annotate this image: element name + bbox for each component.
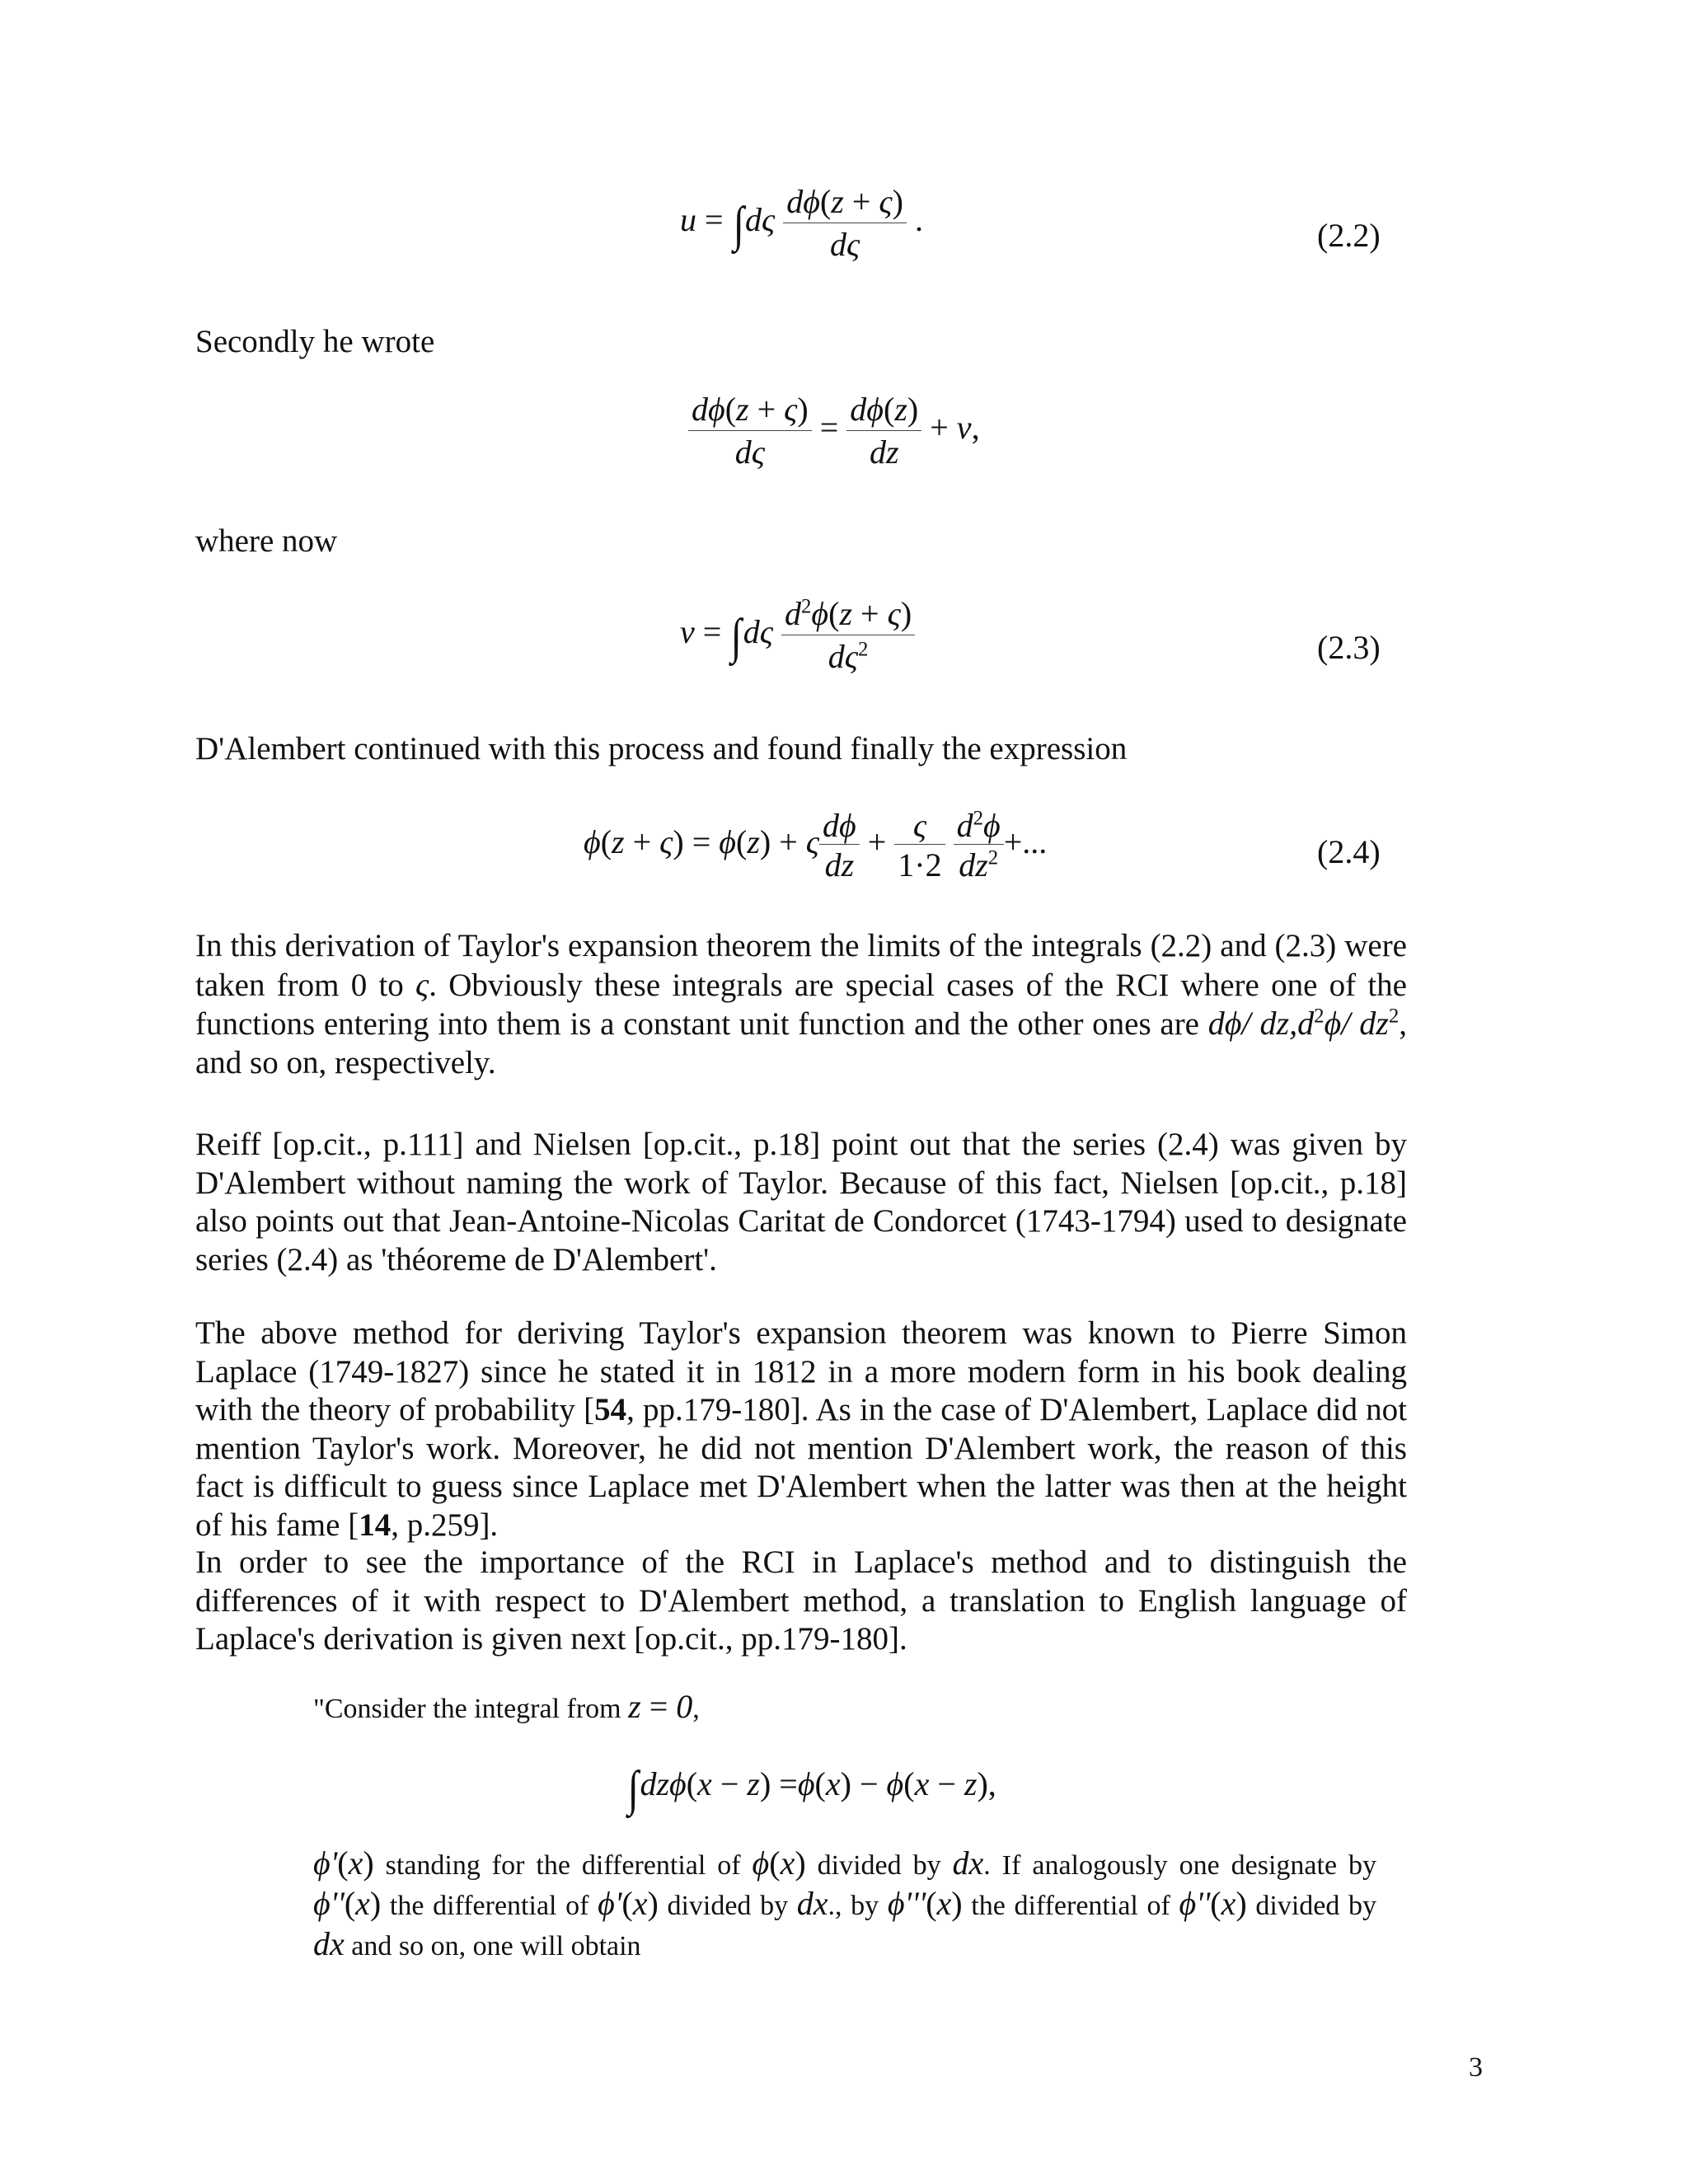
equation-2-4: ϕ(z + ς) = ϕ(z) + ς $\frac{d\phi}{dz}$ + $\frac{\varsigma}{1\cdot 2}$ $\frac{d^2\phi}{dz^2}$ +... (584, 807, 1048, 883)
citation-14: 14 (359, 1507, 392, 1543)
quote-intro: "Consider the integral from z = 0, (313, 1688, 700, 1725)
quote-text-6: ., by (828, 1891, 888, 1921)
text-dalembert-continued: D'Alembert continued with this process and found finally the expression (195, 731, 1128, 766)
paragraph-derivation-text-2: . Obviously these integrals are special cases of the RCI where one of the functions entering into them is a constant unit function and the other ones are (195, 967, 1407, 1042)
paragraph-derivation-text-3: , and so on, respectively. (195, 1006, 1407, 1080)
paragraph-derivation-text-1: In this derivation of Taylor's expansion theorem the limits of the integrals (2.2) and (2.3) were taken from 0 to (195, 928, 1407, 1003)
quote-text-8: divided by (1255, 1891, 1377, 1921)
equation-number-2-4: (2.4) (1317, 833, 1381, 870)
paragraph-laplace-text-2: , pp.179-180]. As in the case of D'Alembert, Laplace did not mention Taylor's work. Moreover, he did not mention D'Alembert work, the reason of this fact is difficult to guess since Laplace met D'Alembert when the latter was then at the height of his fame [ (195, 1392, 1407, 1543)
page-number: 3 (1469, 2052, 1483, 2083)
citation-54: 54 (594, 1392, 627, 1427)
equation-laplace-integral: ∫dzϕ(x − z) =ϕ(x) − ϕ(x − z), (627, 1761, 996, 1816)
quote-text-4: the differential of (381, 1891, 598, 1921)
equation-2-2: u = ∫dς $\frac{d\phi(z + \varsigma)}{d\varsigma}$ . (680, 183, 923, 263)
quote-text-7: the differential of (962, 1891, 1179, 1921)
quote-intro-text: "Consider the integral from (313, 1694, 629, 1724)
quote-text-2: divided by (805, 1850, 953, 1881)
paragraph-laplace (195, 1315, 1407, 1544)
equation-derivative-relation: $\frac{d\phi(z + \varsigma)}{d\varsigma}$ = $\frac{d\phi(z)}{dz}$ + v, (688, 393, 980, 469)
paragraph-laplace-text-1: The above method for deriving Taylor's expansion theorem was known to Pierre Simon Laplace (1749-1827) since he stated it in 1812 in a more modern form in his book dealing with the theory of probability [ (195, 1315, 1407, 1427)
paragraph-reiff-nielsen: Reiff [op.cit., p.111] and Nielsen [op.cit., p.18] point out that the series (2.4) was given by D'Alembert without naming the work of Taylor. Because of this fact, Nielsen [op.cit., p.18] also points out that Jean-Antoine-Nicolas Caritat de Condorcet (1743-1794) used to designate series (2.4) as 'théoreme de D'Alembert'. (195, 1127, 1407, 1277)
quote-text-9: and so on, one will obtain (344, 1931, 641, 1961)
paragraph-derivation: In this derivation of Taylor's expansion theorem the limits of the integrals (2.2) and (2.3) were taken from 0 to ς. Obviously these integrals are special cases of the RCI where one of the functions entering into them is a constant unit function and the other ones are dϕ/ $dz,d^2\phi/$ $dz^2$, and so on, respectively. (195, 928, 1407, 1080)
equation-2-3: v = ∫dς $\frac{d^2\phi(z + \varsigma)}{d\varsigma^2}$ (680, 598, 915, 673)
text-secondly: Secondly he wrote (195, 324, 435, 359)
quote-text-3: . If analogously one designate by (983, 1850, 1377, 1881)
quote-text-5: divided by (658, 1891, 797, 1921)
quote-body: ϕ'(x) standing for the differential of ϕ(x) divided by dx. If analogously one designate by ϕ''(x) the differential of ϕ'(x) divided by dx., by ϕ'''(x) the differential of ϕ''(x) divided by dx and so on, one will obtain (313, 1844, 1377, 1962)
equation-number-2-2: (2.2) (1317, 217, 1381, 254)
equation-number-2-3: (2.3) (1317, 629, 1381, 666)
paragraph-laplace-text-3: , p.259]. (391, 1507, 499, 1543)
paragraph-rci-importance: In order to see the importance of the RCI in Laplace's method and to distinguish the differences of it with respect to D'Alembert method, a translation to English language of Laplace's derivation is given next [op.cit., pp.179-180]. (195, 1544, 1407, 1657)
text-where-now: where now (195, 523, 338, 559)
quote-text-1: standing for the differential of (373, 1850, 753, 1881)
